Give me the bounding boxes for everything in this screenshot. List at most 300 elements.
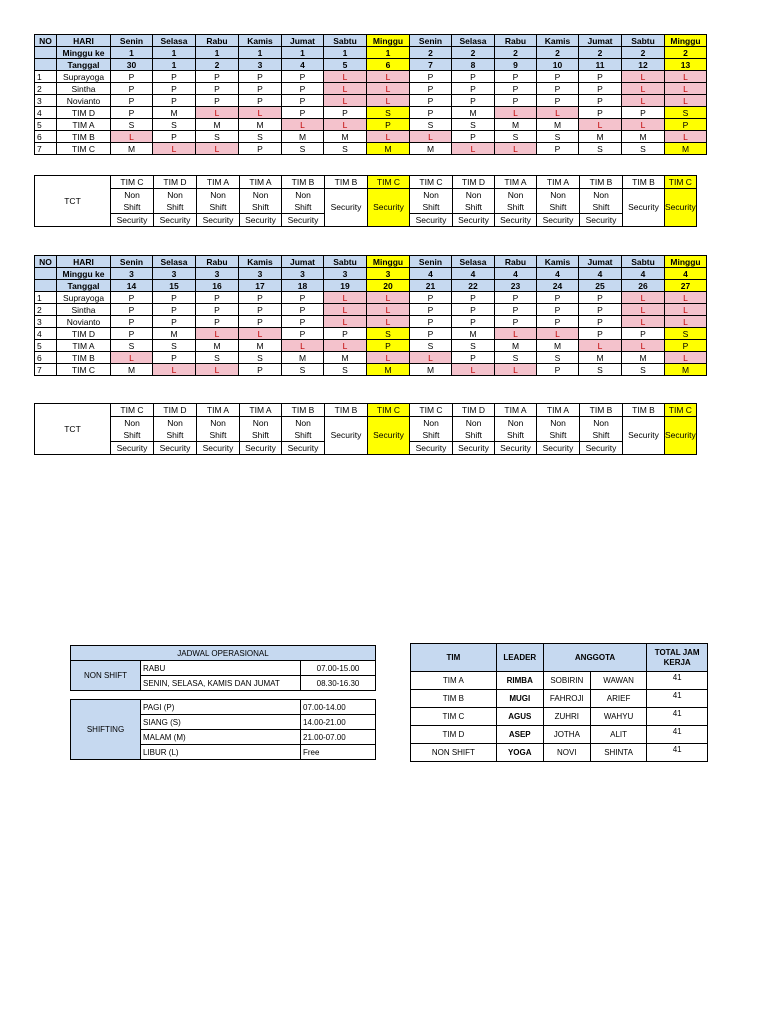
tct-security-line: Security	[111, 214, 154, 227]
shift-desc: LIBUR (L)	[141, 745, 301, 760]
tct-team: TIM A	[495, 176, 537, 189]
shift-cell: S	[537, 131, 579, 143]
shift-cell: S	[324, 143, 367, 155]
team-member: ARIEF	[590, 690, 646, 708]
tct-shift: Shift	[197, 429, 240, 442]
date-number: 24	[537, 280, 579, 292]
team-member: JOTHA	[543, 726, 590, 744]
shift-cell: L	[111, 131, 153, 143]
tct-security-line: Security	[282, 214, 325, 227]
shift-cell: P	[495, 95, 537, 107]
tct-team: TIM B	[580, 404, 623, 417]
shift-cell: P	[111, 316, 153, 328]
tct-shift: Shift	[537, 201, 580, 214]
day-header: Rabu	[196, 256, 239, 268]
shift-cell: P	[282, 316, 324, 328]
row-name: TIM D	[57, 107, 111, 119]
shift-cell: S	[324, 364, 367, 376]
week-number: 3	[239, 268, 282, 280]
date-number: 26	[622, 280, 665, 292]
shift-cell: P	[579, 292, 622, 304]
day-header: Senin	[410, 256, 452, 268]
tct-non: Non	[197, 189, 240, 202]
tct-shift: Shift	[453, 429, 495, 442]
row-name: TIM C	[57, 364, 111, 376]
schedule-row	[35, 143, 707, 155]
day-header: Rabu	[196, 35, 239, 47]
date-number: 19	[324, 280, 367, 292]
tct-non: Non	[537, 417, 580, 430]
row-name: TIM B	[57, 352, 111, 364]
shift-cell: P	[153, 83, 196, 95]
shift-cell: M	[665, 143, 707, 155]
team-row	[411, 708, 708, 726]
tct-shift: Shift	[410, 429, 453, 442]
shift-cell: L	[622, 83, 665, 95]
tct-shift: Shift	[240, 201, 282, 214]
week-number: 2	[579, 47, 622, 59]
tct-non: Non	[495, 189, 537, 202]
spacer	[71, 691, 376, 700]
date-number: 10	[537, 59, 579, 71]
week-number: 2	[622, 47, 665, 59]
day-header: Kamis	[537, 35, 579, 47]
shift-cell: P	[410, 107, 452, 119]
team-name: NON SHIFT	[411, 744, 497, 762]
shift-cell: L	[111, 352, 153, 364]
shift-cell: P	[452, 292, 495, 304]
shift-cell: P	[111, 83, 153, 95]
shift-cell: S	[579, 364, 622, 376]
team-leader: AGUS	[496, 708, 543, 726]
team-row	[411, 726, 708, 744]
shift-cell: L	[324, 119, 367, 131]
shift-cell: L	[665, 95, 707, 107]
shift-cell: S	[196, 352, 239, 364]
shift-cell: P	[452, 131, 495, 143]
team-total-hours: 41	[647, 672, 708, 690]
non-shift-desc: RABU	[141, 661, 301, 676]
team-leader: RIMBA	[496, 672, 543, 690]
shift-cell: M	[239, 340, 282, 352]
date-number: 15	[153, 280, 196, 292]
shift-cell: P	[239, 71, 282, 83]
shift-cell: P	[452, 95, 495, 107]
day-header: Jumat	[282, 35, 324, 47]
date-number: 8	[452, 59, 495, 71]
tct-team: TIM C	[410, 176, 453, 189]
tct-table	[34, 403, 697, 455]
week-number: 1	[111, 47, 153, 59]
team-total-hours: 41	[647, 708, 708, 726]
col-no-header: NO	[35, 256, 57, 268]
shift-cell: L	[622, 95, 665, 107]
team-header-tim: TIM	[411, 644, 497, 672]
row-name: Suprayoga	[57, 292, 111, 304]
shift-cell: L	[622, 119, 665, 131]
row-number: 6	[35, 131, 57, 143]
shift-cell: P	[282, 107, 324, 119]
shift-cell: P	[410, 95, 452, 107]
day-header: Jumat	[282, 256, 324, 268]
shift-cell: S	[495, 131, 537, 143]
schedule-row	[35, 83, 707, 95]
shift-cell: S	[153, 119, 196, 131]
shift-cell: L	[622, 340, 665, 352]
date-number: 21	[410, 280, 452, 292]
shift-cell: P	[282, 304, 324, 316]
shift-cell: P	[622, 328, 665, 340]
shift-cell: M	[111, 364, 153, 376]
week-number: 2	[452, 47, 495, 59]
shift-cell: P	[153, 304, 196, 316]
shift-cell: S	[111, 340, 153, 352]
shift-cell: P	[452, 83, 495, 95]
tct-security-line: Security	[537, 214, 580, 227]
day-header: Kamis	[239, 256, 282, 268]
tct-label: TCT	[35, 176, 111, 227]
shift-cell: S	[622, 143, 665, 155]
shift-cell: S	[665, 107, 707, 119]
shift-cell: M	[153, 328, 196, 340]
tct-security-line: Security	[111, 442, 154, 455]
shift-cell: M	[282, 131, 324, 143]
tct-team: TIM C	[665, 404, 697, 417]
tct-team: TIM D	[453, 404, 495, 417]
week-number: 4	[665, 268, 707, 280]
shift-cell: L	[367, 292, 410, 304]
team-name: TIM A	[411, 672, 497, 690]
tct-team: TIM A	[537, 176, 580, 189]
shift-cell: P	[196, 95, 239, 107]
week-number: 2	[495, 47, 537, 59]
shift-cell: L	[153, 143, 196, 155]
shift-cell: P	[153, 71, 196, 83]
tct-non: Non	[154, 417, 197, 430]
date-number: 30	[111, 59, 153, 71]
shift-cell: M	[579, 352, 622, 364]
tct-team: TIM B	[282, 404, 325, 417]
schedule-row	[35, 340, 707, 352]
tct-shift: Shift	[495, 201, 537, 214]
date-label: Tanggal	[57, 59, 111, 71]
week-number: 1	[282, 47, 324, 59]
tct-security-line: Security	[154, 214, 197, 227]
tct-shift: Shift	[111, 429, 154, 442]
col-hari-header: HARI	[57, 35, 111, 47]
day-header: Minggu	[367, 35, 410, 47]
shift-cell: L	[495, 107, 537, 119]
day-header: Senin	[111, 35, 153, 47]
week-number: 2	[537, 47, 579, 59]
shift-cell: P	[537, 304, 579, 316]
week-number: 2	[665, 47, 707, 59]
shift-cell: P	[111, 292, 153, 304]
shift-cell: M	[196, 340, 239, 352]
tct-non: Non	[111, 189, 154, 202]
row-number: 3	[35, 316, 57, 328]
shift-cell: L	[579, 119, 622, 131]
day-header: Sabtu	[324, 35, 367, 47]
shift-cell: P	[153, 316, 196, 328]
team-member: ZUHRI	[543, 708, 590, 726]
team-member: WAWAN	[590, 672, 646, 690]
shift-cell: S	[452, 119, 495, 131]
shift-cell: P	[196, 304, 239, 316]
tct-security-line: Security	[580, 214, 623, 227]
tct-shift: Shift	[580, 201, 623, 214]
tct-security-line: Security	[197, 214, 240, 227]
date-number: 6	[367, 59, 410, 71]
shift-cell: P	[495, 304, 537, 316]
shift-cell: P	[111, 304, 153, 316]
shift-time: 21.00-07.00	[301, 730, 376, 745]
team-total-hours: 41	[647, 744, 708, 762]
shift-cell: P	[410, 328, 452, 340]
shift-cell: L	[537, 107, 579, 119]
shift-cell: P	[410, 71, 452, 83]
shift-time: Free	[301, 745, 376, 760]
team-header-anggota: ANGGOTA	[543, 644, 647, 672]
shift-cell: P	[410, 83, 452, 95]
row-name: Novianto	[57, 316, 111, 328]
row-name: TIM A	[57, 119, 111, 131]
shift-cell: M	[282, 352, 324, 364]
schedule-row	[35, 292, 707, 304]
tct-team: TIM B	[325, 404, 368, 417]
tct-security-line: Security	[410, 442, 453, 455]
shift-cell: L	[622, 316, 665, 328]
shift-cell: P	[579, 328, 622, 340]
schedule-row	[35, 71, 707, 83]
shift-cell: P	[239, 143, 282, 155]
row-number: 3	[35, 95, 57, 107]
tct-security: Security	[623, 189, 665, 227]
team-member: FAHROJI	[543, 690, 590, 708]
team-table	[410, 643, 708, 762]
row-number: 5	[35, 119, 57, 131]
date-number: 1	[153, 59, 196, 71]
shift-desc: MALAM (M)	[141, 730, 301, 745]
team-member: SHINTA	[590, 744, 646, 762]
tct-team: TIM D	[453, 176, 495, 189]
tct-security-line: Security	[453, 442, 495, 455]
tct-non: Non	[495, 417, 537, 430]
tct-security: Security	[325, 189, 368, 227]
week-number: 4	[495, 268, 537, 280]
shift-cell: M	[410, 364, 452, 376]
row-name: Novianto	[57, 95, 111, 107]
team-name: TIM C	[411, 708, 497, 726]
week-number: 1	[367, 47, 410, 59]
team-member: ALIT	[590, 726, 646, 744]
date-number: 3	[239, 59, 282, 71]
week-label: Minggu ke	[57, 47, 111, 59]
tct-team: TIM A	[240, 404, 282, 417]
day-header: Selasa	[452, 256, 495, 268]
shift-cell: P	[537, 143, 579, 155]
shift-desc: PAGI (P)	[141, 700, 301, 715]
row-number: 7	[35, 364, 57, 376]
tct-security: Security	[368, 417, 410, 455]
tct-shift: Shift	[453, 201, 495, 214]
shift-cell: P	[282, 71, 324, 83]
shift-cell: P	[579, 83, 622, 95]
tct-team: TIM A	[197, 404, 240, 417]
date-number: 25	[579, 280, 622, 292]
date-number: 4	[282, 59, 324, 71]
shift-cell: P	[665, 119, 707, 131]
shift-cell: S	[282, 143, 324, 155]
shift-cell: P	[579, 107, 622, 119]
shift-cell: L	[579, 340, 622, 352]
week-number: 1	[324, 47, 367, 59]
tct-security-line: Security	[197, 442, 240, 455]
shift-time: 14.00-21.00	[301, 715, 376, 730]
shift-cell: M	[324, 131, 367, 143]
tct-team: TIM A	[495, 404, 537, 417]
shift-cell: P	[196, 316, 239, 328]
tct-team: TIM B	[623, 176, 665, 189]
tct-non: Non	[453, 417, 495, 430]
shift-cell: M	[622, 352, 665, 364]
operational-schedule-table	[70, 645, 376, 760]
shift-cell: S	[495, 352, 537, 364]
row-number: 2	[35, 83, 57, 95]
tct-team: TIM D	[154, 176, 197, 189]
week-number: 4	[410, 268, 452, 280]
row-name: Sintha	[57, 304, 111, 316]
shift-cell: P	[282, 292, 324, 304]
shift-cell: P	[367, 119, 410, 131]
shift-cell: P	[239, 83, 282, 95]
shift-cell: M	[452, 328, 495, 340]
week-number: 3	[196, 268, 239, 280]
shift-cell: P	[622, 107, 665, 119]
tct-non: Non	[537, 189, 580, 202]
team-member: SOBIRIN	[543, 672, 590, 690]
week-number: 3	[282, 268, 324, 280]
shift-cell: P	[537, 83, 579, 95]
operational-title: JADWAL OPERASIONAL	[71, 646, 376, 661]
tct-security-line: Security	[453, 214, 495, 227]
blank-cell	[35, 59, 57, 71]
shift-cell: L	[196, 143, 239, 155]
date-number: 23	[495, 280, 537, 292]
team-name: TIM D	[411, 726, 497, 744]
row-number: 6	[35, 352, 57, 364]
shift-cell: L	[324, 83, 367, 95]
row-name: Sintha	[57, 83, 111, 95]
week-number: 4	[452, 268, 495, 280]
tct-security-line: Security	[240, 214, 282, 227]
shift-schedule-table	[34, 34, 707, 155]
shift-cell: S	[196, 131, 239, 143]
tct-non: Non	[240, 189, 282, 202]
shift-cell: L	[665, 71, 707, 83]
shift-cell: L	[537, 328, 579, 340]
schedule-row	[35, 304, 707, 316]
shift-cell: L	[452, 364, 495, 376]
shift-cell: P	[111, 107, 153, 119]
date-number: 16	[196, 280, 239, 292]
blank-cell	[35, 268, 57, 280]
non-shift-time: 07.00-15.00	[301, 661, 376, 676]
shift-cell: L	[665, 304, 707, 316]
tct-security-line: Security	[282, 442, 325, 455]
tct-security: Security	[665, 417, 697, 455]
shift-cell: L	[452, 143, 495, 155]
shift-cell: P	[537, 316, 579, 328]
shift-cell: P	[410, 304, 452, 316]
shift-cell: L	[282, 340, 324, 352]
shift-cell: P	[495, 316, 537, 328]
shift-cell: L	[282, 119, 324, 131]
day-header: Selasa	[153, 256, 196, 268]
tct-team: TIM C	[111, 176, 154, 189]
row-number: 7	[35, 143, 57, 155]
shift-cell: L	[367, 83, 410, 95]
shift-cell: P	[282, 328, 324, 340]
schedule-row	[35, 316, 707, 328]
week-number: 1	[196, 47, 239, 59]
col-no-header: NO	[35, 35, 57, 47]
shift-cell: S	[665, 328, 707, 340]
tct-team: TIM C	[368, 404, 410, 417]
shift-cell: M	[665, 364, 707, 376]
team-header-leader: LEADER	[496, 644, 543, 672]
day-header: Selasa	[153, 35, 196, 47]
tct-shift: Shift	[537, 429, 580, 442]
shift-cell: L	[367, 131, 410, 143]
shift-cell: P	[537, 95, 579, 107]
shift-cell: L	[239, 328, 282, 340]
schedule-row	[35, 119, 707, 131]
row-number: 1	[35, 292, 57, 304]
week-number: 3	[367, 268, 410, 280]
shift-cell: P	[111, 95, 153, 107]
col-hari-header: HARI	[57, 256, 111, 268]
day-header: Sabtu	[324, 256, 367, 268]
tct-team: TIM D	[154, 404, 197, 417]
tct-non: Non	[282, 189, 325, 202]
shift-cell: M	[579, 131, 622, 143]
shift-cell: L	[196, 364, 239, 376]
shift-cell: S	[452, 340, 495, 352]
team-leader: ASEP	[496, 726, 543, 744]
tct-team: TIM B	[623, 404, 665, 417]
shift-cell: L	[196, 107, 239, 119]
shift-cell: L	[153, 364, 196, 376]
row-name: TIM D	[57, 328, 111, 340]
shift-cell: S	[622, 364, 665, 376]
tct-shift: Shift	[410, 201, 453, 214]
tct-non: Non	[154, 189, 197, 202]
tct-non: Non	[111, 417, 154, 430]
shift-cell: L	[367, 316, 410, 328]
shift-cell: M	[622, 131, 665, 143]
shift-desc: SIANG (S)	[141, 715, 301, 730]
schedule-row	[35, 364, 707, 376]
week-number: 3	[153, 268, 196, 280]
shift-cell: S	[239, 352, 282, 364]
shift-cell: S	[282, 364, 324, 376]
date-number: 22	[452, 280, 495, 292]
tct-shift: Shift	[197, 201, 240, 214]
shift-cell: M	[410, 143, 452, 155]
team-leader: YOGA	[496, 744, 543, 762]
tct-label: TCT	[35, 404, 111, 455]
